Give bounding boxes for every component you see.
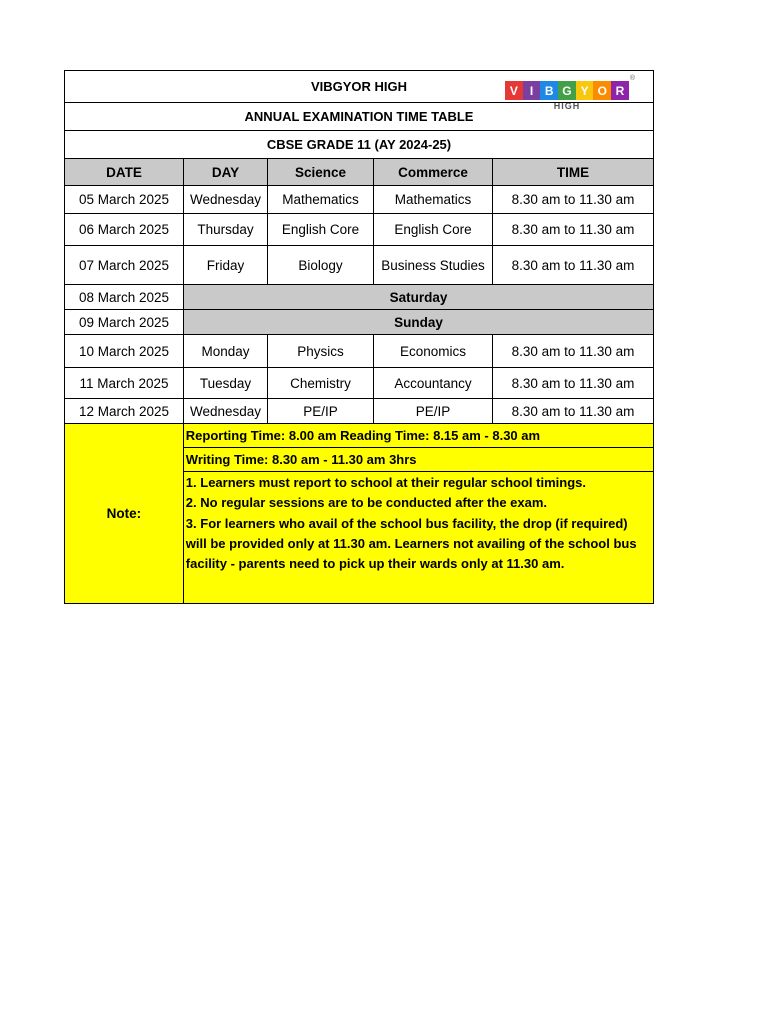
- day-cell: Wednesday: [183, 186, 267, 213]
- table-row: [65, 213, 653, 245]
- note-point: 2. No regular sessions are to be conducted after the exam.: [185, 495, 548, 511]
- column-header-date: DATE: [106, 164, 142, 180]
- logo-letter-tile: O: [593, 81, 611, 100]
- logo-letter-tile: G: [558, 81, 576, 100]
- date-cell: 10 March 2025: [78, 343, 170, 359]
- day-cell: Thursday: [183, 214, 267, 245]
- time-cell: 8.30 am to 11.30 am: [492, 186, 653, 213]
- time-cell: 8.30 am to 11.30 am: [492, 335, 653, 367]
- date-cell: 12 March 2025: [78, 403, 170, 419]
- logo-subtitle: HIGH: [553, 101, 581, 111]
- commerce-cell: Economics: [373, 335, 492, 367]
- title-row: [65, 102, 653, 130]
- commerce-cell: Mathematics: [373, 186, 492, 213]
- time-cell: 8.30 am to 11.30 am: [492, 368, 653, 398]
- day-cell: Monday: [183, 335, 267, 367]
- science-cell: Mathematics: [267, 186, 373, 213]
- table-row: [65, 185, 653, 213]
- note-content: [183, 424, 653, 603]
- reporting-time: Reporting Time: 8.00 am Reading Time: 8.15 am - 8.30 am: [184, 424, 653, 448]
- commerce-cell: Accountancy: [373, 368, 492, 398]
- exam-title: ANNUAL EXAMINATION TIME TABLE: [244, 109, 474, 124]
- time-cell: 8.30 am to 11.30 am: [492, 399, 653, 423]
- logo-letter-tile: I: [523, 81, 541, 100]
- time-cell: 8.30 am to 11.30 am: [492, 214, 653, 245]
- commerce-cell: Business Studies: [373, 246, 492, 284]
- table-row: [65, 398, 653, 423]
- writing-time: Writing Time: 8.30 am - 11.30 am 3hrs: [184, 448, 653, 472]
- logo-letter-tile: B: [540, 81, 558, 100]
- table-row: [65, 245, 653, 284]
- day-cell: Tuesday: [183, 368, 267, 398]
- science-cell: Biology: [267, 246, 373, 284]
- commerce-cell: English Core: [373, 214, 492, 245]
- note-label: Note:: [106, 506, 142, 521]
- science-cell: English Core: [267, 214, 373, 245]
- science-cell: PE/IP: [267, 399, 373, 423]
- registered-mark: ®: [629, 75, 635, 82]
- date-cell: 09 March 2025: [78, 314, 170, 330]
- table-row: [65, 334, 653, 367]
- column-header-commerce: Commerce: [373, 159, 492, 185]
- note-points: [184, 472, 653, 575]
- table-header-row: [65, 158, 653, 185]
- day-cell: Friday: [183, 246, 267, 284]
- holiday-cell: Saturday: [183, 285, 653, 309]
- science-cell: Chemistry: [267, 368, 373, 398]
- table-row-holiday: [65, 284, 653, 309]
- science-cell: Physics: [267, 335, 373, 367]
- grade-title: CBSE GRADE 11 (AY 2024-25): [266, 137, 452, 152]
- date-cell: 06 March 2025: [78, 222, 170, 237]
- timetable-sheet: [64, 70, 654, 604]
- logo-letter-tile: V: [505, 81, 523, 100]
- date-cell: 08 March 2025: [78, 289, 170, 305]
- table-row: [65, 367, 653, 398]
- school-name-row: [65, 71, 653, 111]
- holiday-cell: Sunday: [183, 310, 653, 334]
- school-name: VIBGYOR HIGH: [310, 79, 408, 94]
- note-block: [65, 423, 653, 603]
- time-cell: 8.30 am to 11.30 am: [492, 246, 653, 284]
- date-cell: 11 March 2025: [79, 375, 169, 391]
- logo-tiles: [505, 81, 629, 100]
- logo-letter-tile: Y: [576, 81, 594, 100]
- date-cell: 05 March 2025: [78, 192, 170, 207]
- day-cell: Wednesday: [183, 399, 267, 423]
- table-row-holiday: [65, 309, 653, 334]
- column-header-day: DAY: [183, 159, 267, 185]
- logo-letter-tile: R: [611, 81, 629, 100]
- note-point: 1. Learners must report to school at their regular school timings.: [185, 475, 586, 490]
- commerce-cell: PE/IP: [373, 399, 492, 423]
- note-point: 3. For learners who avail of the school bus facility, the drop (if required) will be provided only at 11.30 am. Learners not availing of the school bus facility - parents need to pick up their wards only at 11.30 am.: [185, 515, 637, 572]
- column-header-science: Science: [267, 159, 373, 185]
- grade-row: [65, 130, 653, 158]
- column-header-time: TIME: [492, 159, 653, 185]
- date-cell: 07 March 2025: [78, 257, 170, 273]
